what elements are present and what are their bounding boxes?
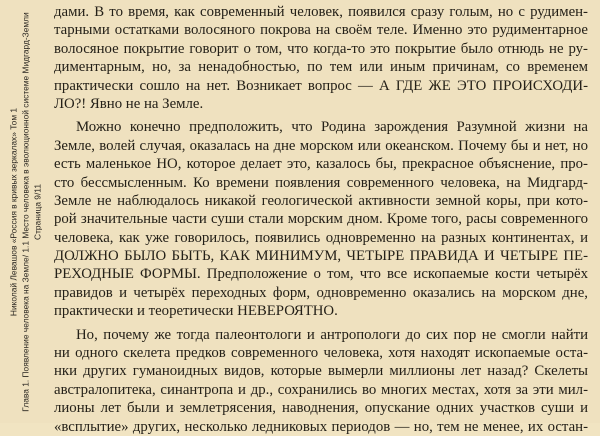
text-line: ДОЛЖНО БЫЛО БЫТЬ, КАК МИНИМУМ, ЧЕТЫРЕ ПРАВИДА И ЧЕТЫРЕ ПЕ- xyxy=(54,248,588,265)
text-line: есть маленькое НО, которое делает это, казалось бы, прекрасное объяснение, про- xyxy=(54,156,588,173)
chapter-title-line xyxy=(20,0,31,423)
text-line: дами. В то время, как современный человек, появился сразу голым, но с рудимен- xyxy=(54,4,588,20)
text-line: практически и теоретически НЕВЕРОЯТНО. xyxy=(54,303,338,320)
text-line: лионы лет были и землетрясения, наводнения, опускание одних участков суши и xyxy=(54,400,588,417)
text-line: ни одного скелета предков современного человека, хотя находят ископаемые оста- xyxy=(54,345,588,362)
text-line: австралопитека, синантропа и др., сохранились во многих местах, хотя за эти мил- xyxy=(54,381,588,398)
page-number-text: Страница 9/11 xyxy=(32,183,42,240)
text-line: сто бессмысленным. Ко времени появления современного человека, на Мидгард- xyxy=(54,174,588,191)
text-line: «всплытие» других, несколько ледниковых периодов — но, тем не менее, их остан- xyxy=(54,418,588,435)
text-line: ЛО?! Явно не на Земле. xyxy=(54,95,204,112)
text-line: РЕХОДНЫЕ ФОРМЫ. Предположение о том, что все ископаемые кости четырёх xyxy=(54,266,588,283)
page-number-line xyxy=(32,0,43,423)
text-line: Но, почему же тогда палеонтологи и антропологи до сих пор не смогли найти xyxy=(76,326,588,343)
text-line: Земле, волей случая, оказалась на дне морском или океанском. Почему бы и нет, но xyxy=(54,137,588,154)
page-margin-header xyxy=(0,0,50,423)
paragraph-3 xyxy=(54,326,588,436)
text-line: диментарным, но, за ненадобностью, по тем или иным причинам, со временем xyxy=(54,59,588,76)
text-line: нки других гуманоидных видов, которые вымерли миллионы лет назад? Скелеты xyxy=(54,363,588,380)
body-text xyxy=(54,3,588,436)
paragraph-1 xyxy=(54,3,588,113)
text-line: Земле не наблюдалось никакой геологической активности земной коры, при кото- xyxy=(54,192,588,209)
text-line: тарными остатками волосяного покрова на своём теле. Именно это рудиментарное xyxy=(54,22,588,39)
paragraph-2 xyxy=(54,118,588,320)
text-line: волосяное покрытие говорит о том, что когда-то это покрытие было отнюдь не ру- xyxy=(54,40,588,57)
text-line: человека, как уже говорилось, появились одновременно на разных континентах, и xyxy=(54,229,588,246)
text-line: правидов и четырёх переходных форм, одновременно оказались на морском дне, xyxy=(54,284,588,301)
text-line: практически сошло на нет. Возникает вопрос — А ГДЕ ЖЕ ЭТО ПРОИСХОДИ- xyxy=(54,77,588,94)
text-line: Можно конечно предположить, что Родина зарождения Разумной жизни на xyxy=(76,119,588,136)
text-line: рой значительные части суши стали морским дном. Кроме того, расы современного xyxy=(54,211,588,228)
chapter-title-text: Глава 1. Появление человека на Земле/ 1.1 Место человека в эволюционной системе Мидгард-Земли xyxy=(20,11,30,412)
book-title-text: Николай Левашов «Россия в кривых зеркалах» Том 1 xyxy=(8,107,18,316)
book-title-line xyxy=(8,0,19,423)
